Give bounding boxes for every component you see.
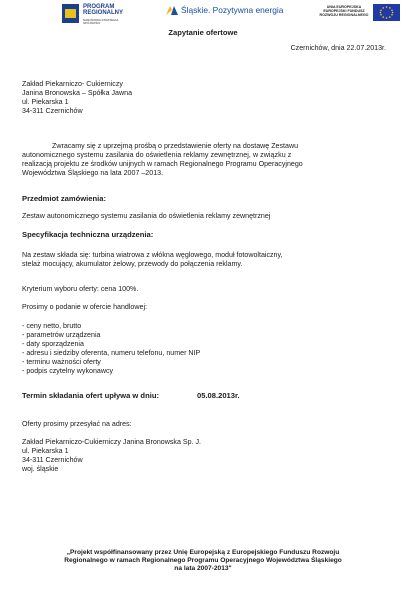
program-regionalny-mark xyxy=(62,4,79,23)
footer-line-3: na lata 2007-2013" xyxy=(174,565,232,572)
slaskie-logo xyxy=(166,4,316,18)
list-item: - podpis czytelny wykonawcy xyxy=(22,367,114,375)
deadline-value: 05.08.2013r. xyxy=(197,391,240,400)
slaskie-slogan: Śląskie. Pozytywna energia xyxy=(181,5,284,15)
recipient-line-4: 34-311 Czernichów xyxy=(22,107,83,115)
program-regionalny-text: PROGRAM REGIONALNY xyxy=(83,4,124,16)
intro-line-4: Województwa Śląskiego na lata 2007 –2013. xyxy=(22,169,164,177)
program-regionalny-logo xyxy=(62,4,136,25)
deadline-label: Termin składania ofert upływa w dniu: xyxy=(22,391,159,400)
address-line-4: woj. śląskie xyxy=(22,465,59,473)
address-line-3: 34-311 Czernichów xyxy=(22,456,83,464)
spec-heading: Specyfikacja techniczna urządzenia: xyxy=(22,230,154,239)
recipient-line-1: Zakład Piekarniczo- Cukierniczy xyxy=(22,80,123,88)
list-item: - parametrów urządzenia xyxy=(22,331,101,339)
intro-line-2: autonomicznego systemu zasilania do oświetlenia reklamy zewnętrznej, w związku z xyxy=(22,151,292,159)
eu-flag-icon xyxy=(373,4,400,21)
criterion-text: Kryterium wyboru oferty: cena 100%. xyxy=(22,285,139,293)
list-item: - terminu ważności oferty xyxy=(22,358,101,366)
slaskie-mark-icon xyxy=(166,5,178,16)
footer-line-1: „Projekt współfinansowany przez Unię Europejską z Europejskiego Funduszu Rozwoju xyxy=(66,549,340,556)
list-item: - daty sporządzenia xyxy=(22,340,84,348)
recipient-line-3: ul. Piekarska 1 xyxy=(22,98,69,106)
address-line-2: ul. Piekarska 1 xyxy=(22,447,69,455)
list-item: - adresu i siedziby oferenta, numeru telefonu, numer NIP xyxy=(22,349,201,357)
intro-line-1: Zwracamy się z uprzejmą prośbą o przedstawienie oferty na dostawę Zestawu xyxy=(52,142,299,150)
eu-text: UNIA EUROPEJSKA EUROPEJSKI FUNDUSZ ROZWOJU REGIONALNEGO xyxy=(319,5,369,17)
spec-line-2: stelaż mocujący, akumulator żelowy, przewody do połączenia reklamy. xyxy=(22,260,243,268)
subject-heading: Przedmiot zamówienia: xyxy=(22,194,106,203)
send-to-text: Oferty prosimy przesyłać na adres: xyxy=(22,420,132,428)
request-text: Prosimy o podanie w ofercie handlowej: xyxy=(22,303,147,311)
program-regionalny-tagline: NARODOWA STRATEGIA SPÓJNOŚCI xyxy=(83,18,119,25)
date-line: Czernichów, dnia 22.07.2013r. xyxy=(290,44,386,52)
document-title: Zapytanie ofertowe xyxy=(168,28,238,37)
address-line-1: Zakład Piekarniczo-Cukierniczy Janina Bronowska Sp. J. xyxy=(22,438,201,446)
spec-line-1: Na zestaw składa się: turbina wiatrowa z włókna węglowego, moduł fotowoltaiczny, xyxy=(22,251,283,259)
eu-logo xyxy=(318,4,402,21)
recipient-line-2: Janina Bronowska – Spółka Jawna xyxy=(22,89,133,97)
funding-footer xyxy=(0,549,406,573)
intro-line-3: realizacją projektu ze środków unijnych w ramach Regionalnego Programu Operacyjnego xyxy=(22,160,303,168)
footer-line-2: Regionalnego w ramach Regionalnego Programu Operacyjnego Województwa Śląskiego xyxy=(64,557,342,564)
subject-text: Zestaw autonomicznego systemu zasilania do oświetlenia reklamy zewnętrznej xyxy=(22,212,271,220)
list-item: - ceny netto, brutto xyxy=(22,322,82,330)
